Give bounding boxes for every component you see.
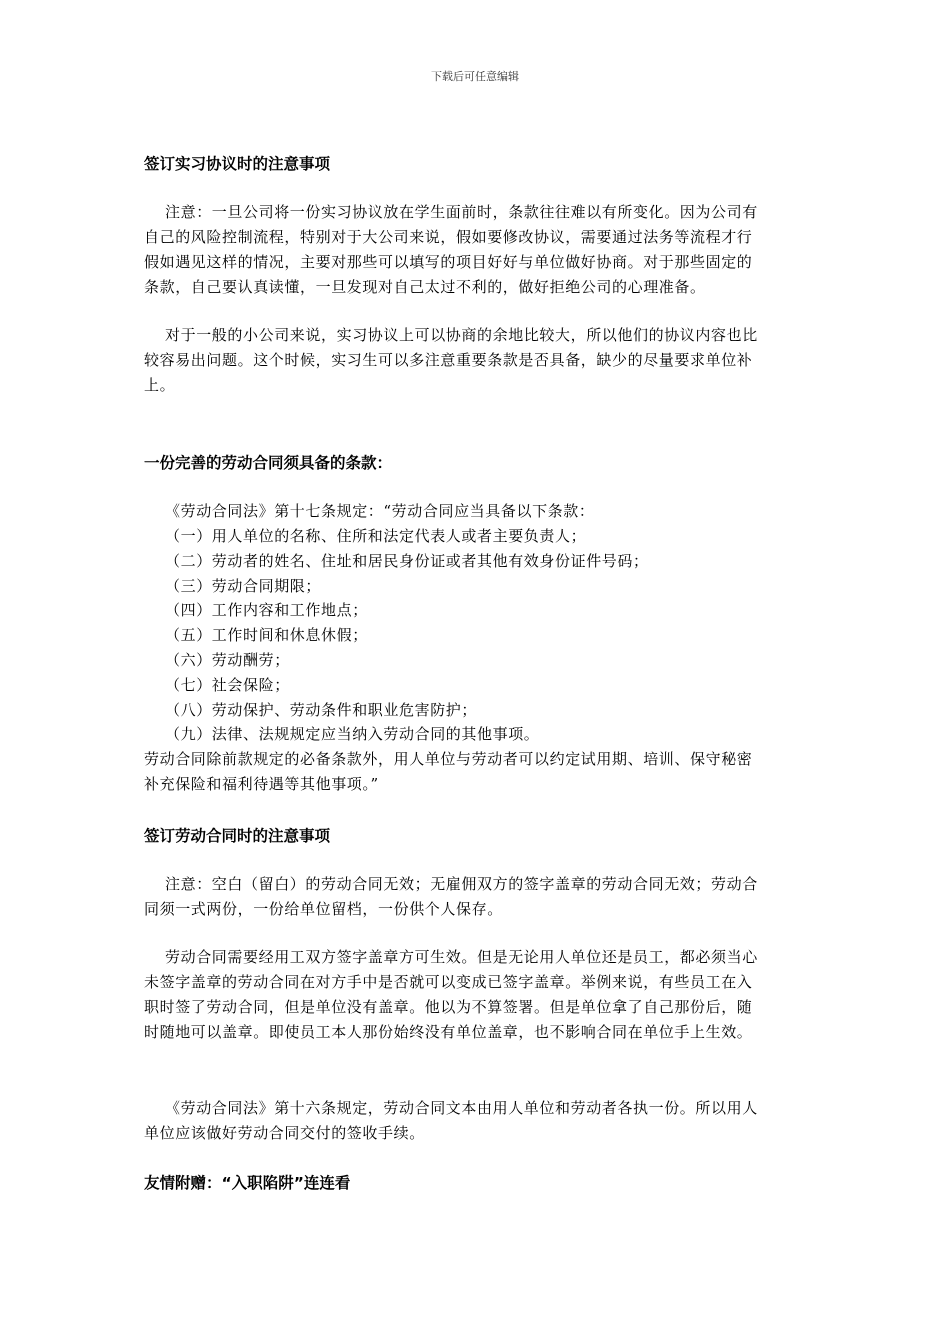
paragraph-line: 对于一般的小公司来说，实习协议上可以协商的余地比较大，所以他们的协议内容也比 bbox=[165, 326, 758, 344]
list-item: （四）工作内容和工作地点； bbox=[165, 601, 368, 619]
paragraph-line: 注意：空白（留白）的劳动合同无效；无雇佣双方的签字盖章的劳动合同无效；劳动合 bbox=[165, 875, 758, 893]
paragraph-line: 较容易出问题。这个时候，实习生可以多注意重要条款是否具备，缺少的尽量要求单位补 bbox=[144, 351, 753, 369]
list-item: （八）劳动保护、劳动条件和职业危害防护； bbox=[165, 701, 478, 719]
list-item: （七）社会保险； bbox=[165, 676, 290, 694]
paragraph-line: 补充保险和福利待遇等其他事项。” bbox=[144, 775, 379, 793]
paragraph-line: 条款，自己要认真读懂，一旦发现对自己太过不利的，做好拒绝公司的心理准备。 bbox=[144, 278, 706, 296]
paragraph-line: 同须一式两份，一份给单位留档，一份供个人保存。 bbox=[144, 900, 503, 918]
law-intro: 《劳动合同法》第十七条规定：“劳动合同应当具备以下条款： bbox=[165, 502, 595, 520]
list-item: （六）劳动酬劳； bbox=[165, 651, 290, 669]
paragraph-line: 劳动合同除前款规定的必备条款外，用人单位与劳动者可以约定试用期、培训、保守秘密 bbox=[144, 750, 753, 768]
section-title-bonus: 友情附赠：“入职陷阱”连连看 bbox=[144, 1174, 351, 1192]
paragraph-line: 劳动合同需要经用工双方签字盖章方可生效。但是无论用人单位还是员工，都必须当心 bbox=[165, 948, 758, 966]
section-title-contract-clauses: 一份完善的劳动合同须具备的条款： bbox=[144, 454, 393, 472]
list-item: （五）工作时间和休息休假； bbox=[165, 626, 368, 644]
paragraph-line: 注意：一旦公司将一份实习协议放在学生面前时，条款往往难以有所变化。因为公司有 bbox=[165, 203, 758, 221]
paragraph-line: 职时签了劳动合同，但是单位没有盖章。他以为不算签署。但是单位拿了自己那份后，随 bbox=[144, 998, 753, 1016]
list-item: （三）劳动合同期限； bbox=[165, 577, 322, 595]
list-item: （九）法律、法规规定应当纳入劳动合同的其他事项。 bbox=[165, 725, 540, 743]
paragraph-line: 《劳动合同法》第十六条规定，劳动合同文本由用人单位和劳动者各执一份。所以用人 bbox=[165, 1099, 758, 1117]
list-item: （二）劳动者的姓名、住址和居民身份证或者其他有效身份证件号码； bbox=[165, 552, 649, 570]
section-title-signing-contract: 签订劳动合同时的注意事项 bbox=[144, 827, 331, 845]
list-item: （一）用人单位的名称、住所和法定代表人或者主要负责人； bbox=[165, 527, 587, 545]
section-title-internship: 签订实习协议时的注意事项 bbox=[144, 155, 331, 173]
paragraph-line: 假如遇见这样的情况，主要对那些可以填写的项目好好与单位做好协商。对于那些固定的 bbox=[144, 253, 753, 271]
paragraph-line: 未签字盖章的劳动合同在对方手中是否就可以变成已签字盖章。举例来说，有些员工在入 bbox=[144, 973, 753, 991]
paragraph-line: 时随地可以盖章。即使员工本人那份始终没有单位盖章，也不影响合同在单位手上生效。 bbox=[144, 1023, 753, 1041]
paragraph-line: 上。 bbox=[144, 376, 176, 394]
paragraph-line: 自己的风险控制流程，特别对于大公司来说，假如要修改协议，需要通过法务等流程才行 bbox=[144, 228, 753, 246]
page-header: 下载后可任意编辑 bbox=[431, 70, 519, 83]
paragraph-line: 单位应该做好劳动合同交付的签收手续。 bbox=[144, 1124, 425, 1142]
